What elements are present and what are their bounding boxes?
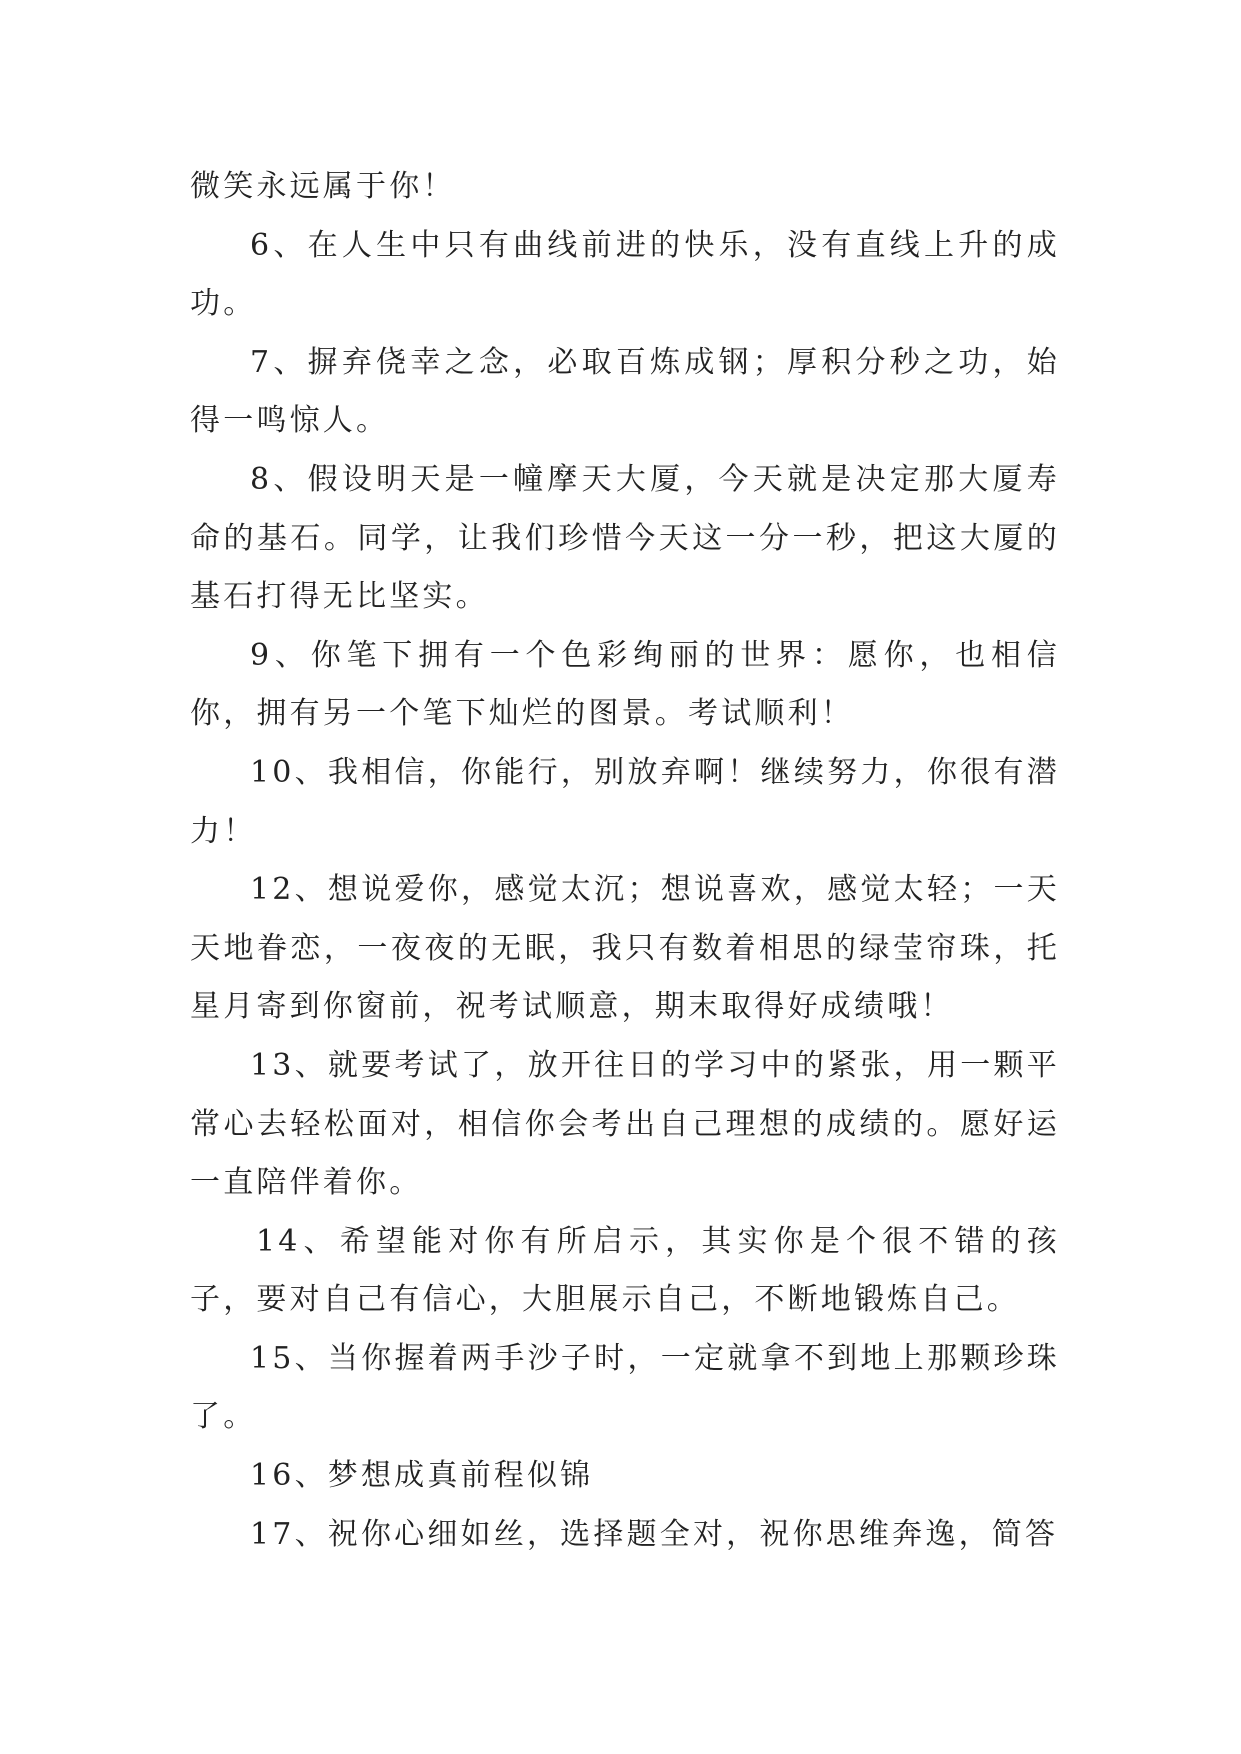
paragraph-continuation: 微笑永远属于你！ <box>190 169 456 204</box>
paragraph-17: 17、祝你心细如丝，选择题全对，祝你思维奔逸，简答 <box>250 1516 1059 1552</box>
paragraph-7: 7、摒弃侥幸之念，必取百炼成钢；厚积分秒之功，始得一鸣惊人。 <box>190 344 1060 439</box>
paragraph-8: 8、假设明天是一幢摩天大厦，今天就是决定那大厦寿命的基石。同学，让我们珍惜今天这一分一秒，把这大厦的基石打得无比坚实。 <box>190 461 1060 615</box>
paragraph-12: 12、想说爱你，感觉太沉；想说喜欢，感觉太轻；一天天地眷恋，一夜夜的无眠，我只有数着相思的绿莹帘珠，托星月寄到你窗前，祝考试顺意，期末取得好成绩哦！ <box>190 872 1060 1025</box>
paragraph-15: 15、当你握着两手沙子时，一定就拿不到地上那颗珍珠了。 <box>190 1340 1060 1435</box>
paragraph-10: 10、我相信，你能行，别放弃啊！继续努力，你很有潜力！ <box>190 754 1060 849</box>
paragraph-6: 6、在人生中只有曲线前进的快乐，没有直线上升的成功。 <box>190 227 1060 322</box>
paragraph-9: 9、你笔下拥有一个色彩绚丽的世界：愿你，也相信你，拥有另一个笔下灿烂的图景。考试顺利！ <box>190 637 1060 732</box>
paragraph-13: 13、就要考试了，放开往日的学习中的紧张，用一颗平常心去轻松面对，相信你会考出自己理想的成绩的。愿好运一直陪伴着你。 <box>190 1047 1060 1201</box>
paragraph-14: 14、希望能对你有所启示，其实你是个很不错的孩子，要对自己有信心，大胆展示自己，不断地锻炼自己。 <box>190 1223 1060 1318</box>
paragraph-16: 16、梦想成真前程似锦 <box>250 1458 594 1494</box>
document-body <box>190 158 1060 1564</box>
